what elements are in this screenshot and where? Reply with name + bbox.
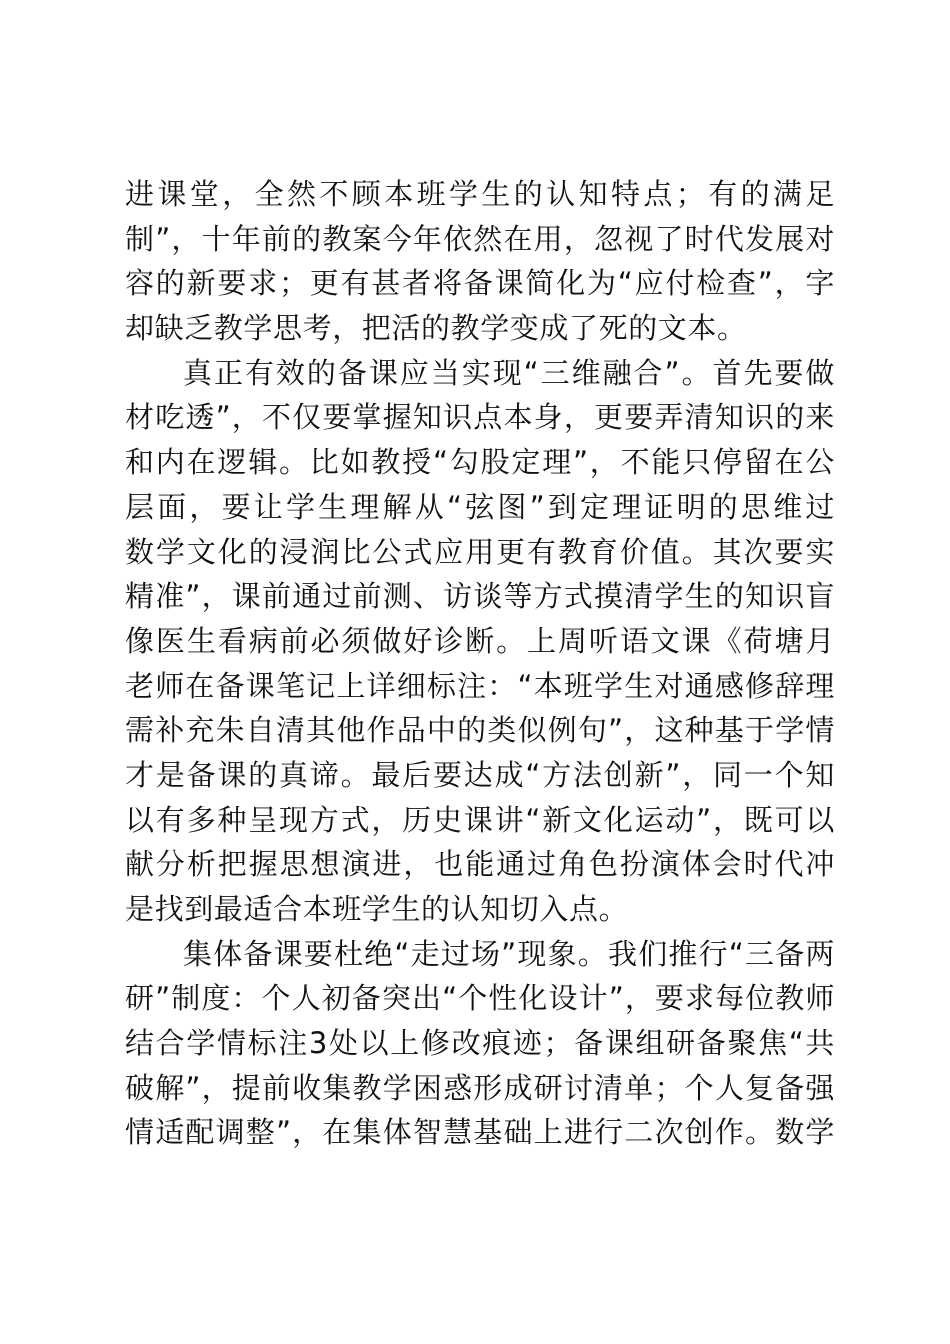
text-line: 进课堂，全然不顾本班学生的认知特点；有的满足 xyxy=(125,177,835,211)
paragraph-1 xyxy=(125,172,835,351)
text-line: 情适配调整”，在集体智慧基础上进行二次创作。数学 xyxy=(125,1115,835,1150)
text-line: 和内在逻辑。比如教授“勾股定理”，不能只停留在公 xyxy=(125,445,835,480)
paragraph-2 xyxy=(125,351,835,932)
text-line: 层面，要让学生理解从“弦图”到定理证明的思维过 xyxy=(125,489,835,524)
text-line: 破解”，提前收集教学困惑形成研讨清单；个人复备强 xyxy=(125,1070,835,1105)
text-line: 集体备课要杜绝“走过场”现象。我们推行“三备两 xyxy=(183,936,835,971)
text-line: 像医生看病前必须做好诊断。上周听语文课《荷塘月 xyxy=(125,623,835,658)
body-text xyxy=(125,172,835,1155)
text-line: 数学文化的浸润比公式应用更有教育价值。其次要实 xyxy=(125,534,835,569)
paragraph-3 xyxy=(125,932,835,1155)
text-line: 献分析把握思想演进，也能通过角色扮演体会时代冲 xyxy=(125,847,835,882)
text-line: 制”，十年前的教案今年依然在用，忽视了时代发展对 xyxy=(125,221,835,256)
text-line: 结合学情标注3处以上修改痕迹；备课组研备聚焦“共 xyxy=(125,1026,835,1061)
text-line: 研”制度：个人初备突出“个性化设计”，要求每位教师 xyxy=(125,981,835,1016)
text-line: 却缺乏教学思考，把活的教学变成了死的文本。 xyxy=(125,311,747,346)
text-line: 才是备课的真谛。最后要达成“方法创新”，同一个知 xyxy=(125,757,835,792)
text-line: 是找到最适合本班学生的认知切入点。 xyxy=(125,892,629,926)
text-line: 以有多种呈现方式，历史课讲“新文化运动”，既可以 xyxy=(125,802,835,837)
text-line: 材吃透”，不仅要掌握知识点本身，更要弄清知识的来 xyxy=(125,400,835,435)
text-line: 精准”，课前通过前测、访谈等方式摸清学生的知识盲 xyxy=(125,579,835,614)
text-line: 容的新要求；更有甚者将备课简化为“应付检查”，字 xyxy=(125,266,835,301)
text-line: 老师在备课笔记上详细标注：“本班学生对通感修辞理 xyxy=(125,668,835,703)
text-line: 需补充朱自清其他作品中的类似例句”，这种基于学情 xyxy=(125,713,835,748)
text-line: 真正有效的备课应当实现“三维融合”。首先要做 xyxy=(183,355,835,390)
